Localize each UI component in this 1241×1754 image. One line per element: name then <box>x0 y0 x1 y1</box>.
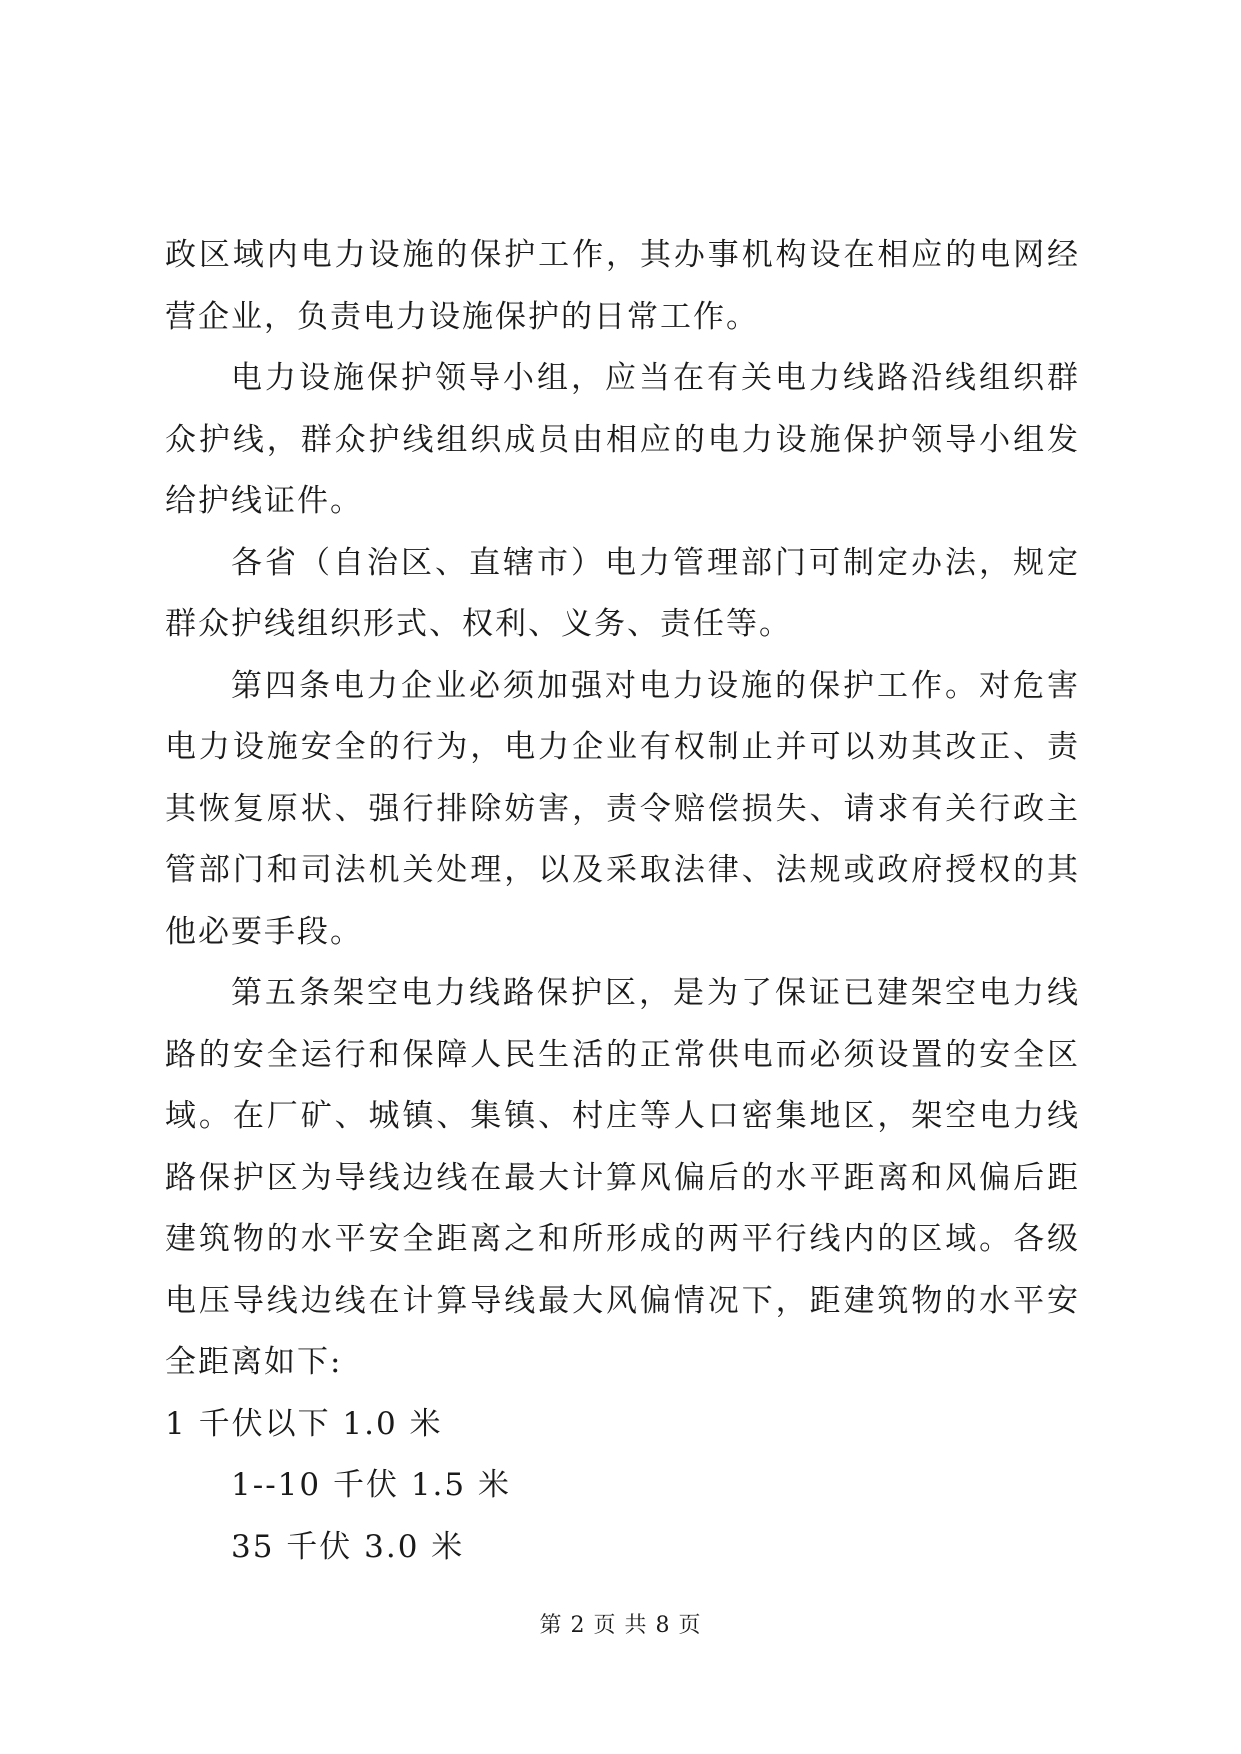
paragraph-article-5: 第五条架空电力线路保护区，是为了保证已建架空电力线路的安全运行和保障人民生活的正常供电而必须设置的安全区域。在厂矿、城镇、集镇、村庄等人口密集地区，架空电力线路保护区为导线边线在最大计算风偏后的水平距离和风偏后距建筑物的水平安全距离之和所形成的两平行线内的区域。各级电压导线边线在计算导线最大风偏情况下，距建筑物的水平安全距离如下: <box>165 975 1080 1380</box>
page-number: 第 2 页 共 8 页 <box>539 1613 702 1638</box>
distance-item-1kv: 1 千伏以下 1.0 米 <box>165 1405 443 1442</box>
document-body <box>165 225 1080 1578</box>
distance-item-1-10kv: 1--10 千伏 1.5 米 <box>231 1467 511 1503</box>
paragraph-provincial-rules: 各省（自治区、直辖市）电力管理部门可制定办法，规定群众护线组织形式、权利、义务、责任等。 <box>165 544 1080 642</box>
paragraph-article-4: 第四条电力企业必须加强对电力设施的保护工作。对危害电力设施安全的行为，电力企业有权制止并可以劝其改正、责其恢复原状、强行排除妨害，责令赔偿损失、请求有关行政主管部门和司法机关处理，以及采取法律、法规或政府授权的其他必要手段。 <box>165 667 1080 950</box>
distance-item-35kv: 35 千伏 3.0 米 <box>231 1528 465 1565</box>
paragraph-continuation: 政区域内电力设施的保护工作，其办事机构设在相应的电网经营企业，负责电力设施保护的日常工作。 <box>165 237 1080 335</box>
page-footer <box>0 1608 1241 1639</box>
paragraph-protection-group: 电力设施保护领导小组，应当在有关电力线路沿线组织群众护线，群众护线组织成员由相应的电力设施保护领导小组发给护线证件。 <box>165 360 1080 519</box>
